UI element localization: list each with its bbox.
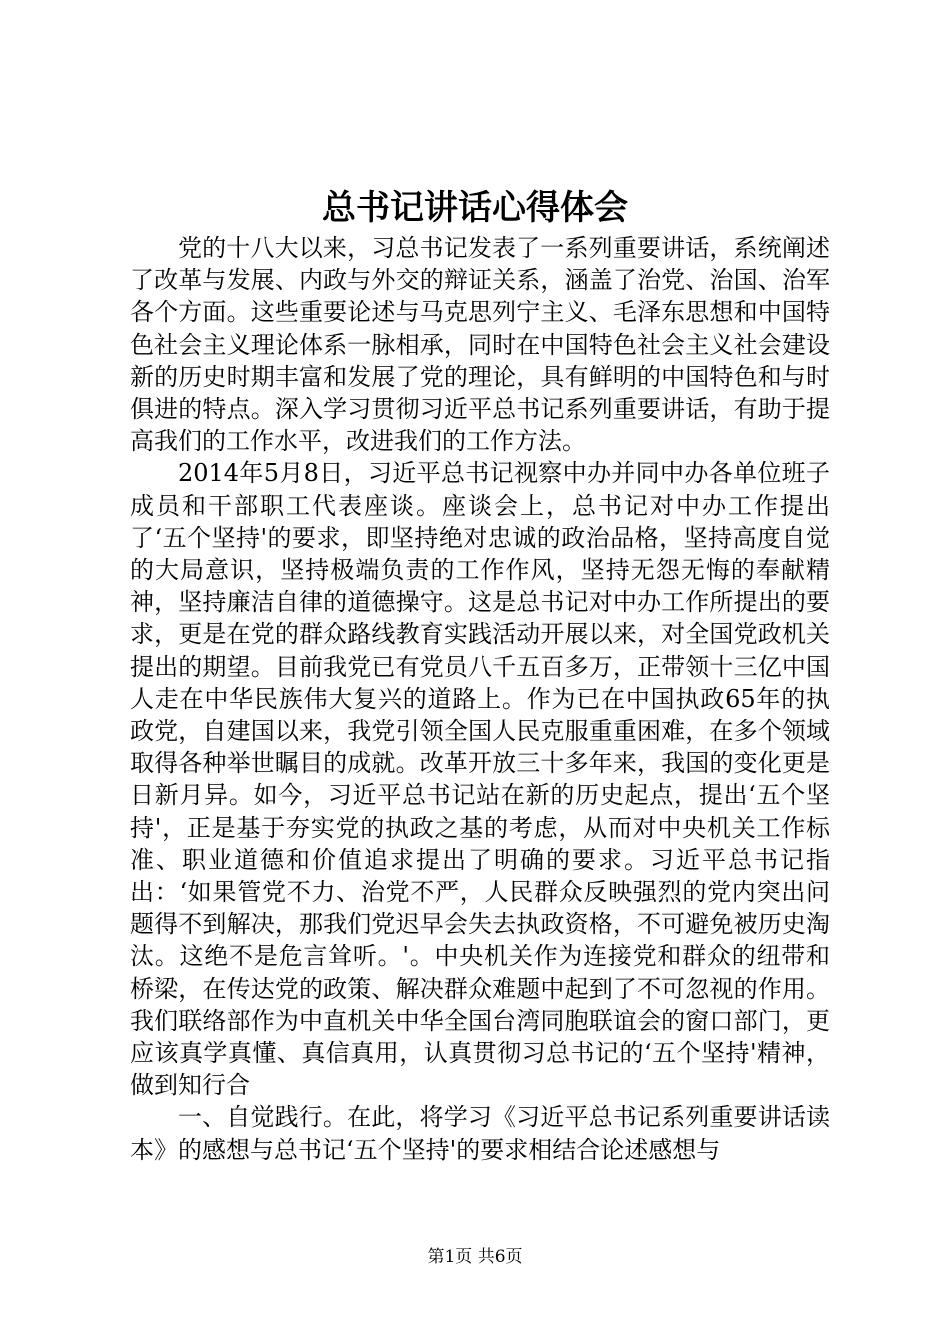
page-number-footer: 第1页 共6页 [427,1247,523,1267]
document-title: 总书记讲话心得体会 [322,188,628,228]
paragraph-intro: 党的十八大以来，习总书记发表了一系列重要讲话，系统阐述了改革与发展、内政与外交的辩证关系，涵盖了治党、治国、治军各个方面。这些重要论述与马克思列宁主义、毛泽东思想和中国特色社会主义理论体系一脉相承，同时在中国特色社会主义社会建设新的历史时期丰富和发展了党的理论，具有鲜明的中国特色和与时俱进的特点。深入学习贯彻习近平总书记系列重要讲话，有助于提高我们的工作水平，改进我们的工作方法。 [130,234,830,456]
paragraph-five-insistences: 2014年5月8日，习近平总书记视察中办并同中办各单位班子成员和干部职工代表座谈。座谈会上，总书记对中办工作提出了‘五个坚持'的要求，即坚持绝对忠诚的政治品格，坚持高度自觉的大局意识，坚持极端负责的工作作风，坚持无怨无悔的奉献精神，坚持廉洁自律的道德操守。这是总书记对中办工作所提出的要求，更是在党的群众路线教育实践活动开展以来，对全国党政机关提出的期望。目前我党已有党员八千五百多万，正带领十三亿中国人走在中华民族伟大复兴的道路上。作为已在中国执政65年的执政党，自建国以来，我党引领全国人民克服重重困难，在多个领域取得各种举世瞩目的成就。改革开放三十多年来，我国的变化更是日新月异。如今，习近平总书记站在新的历史起点，提出‘五个坚持'，正是基于夯实党的执政之基的考虑，从而对中央机关工作标准、职业道德和价值追求提出了明确的要求。习近平总书记指出：‘如果管党不力、治党不严，人民群众反映强烈的党内突出问题得不到解决，那我们党迟早会失去执政资格，不可避免被历史淘汰。这绝不是危言耸听。'。中央机关作为连接党和群众的纽带和桥梁，在传达党的政策、解决群众难题中起到了不可忽视的作用。我们联络部作为中直机关中华全国台湾同胞联谊会的窗口部门，更应该真学真懂、真信真用，认真贯彻习总书记的‘五个坚持'精神，做到知行合 [130,459,830,1100]
document-body [130,232,830,1166]
paragraph-section-one: 一、自觉践行。在此，将学习《习近平总书记系列重要讲话读本》的感想与总书记‘五个坚持'的要求相结合论述感想与 [130,1103,830,1164]
